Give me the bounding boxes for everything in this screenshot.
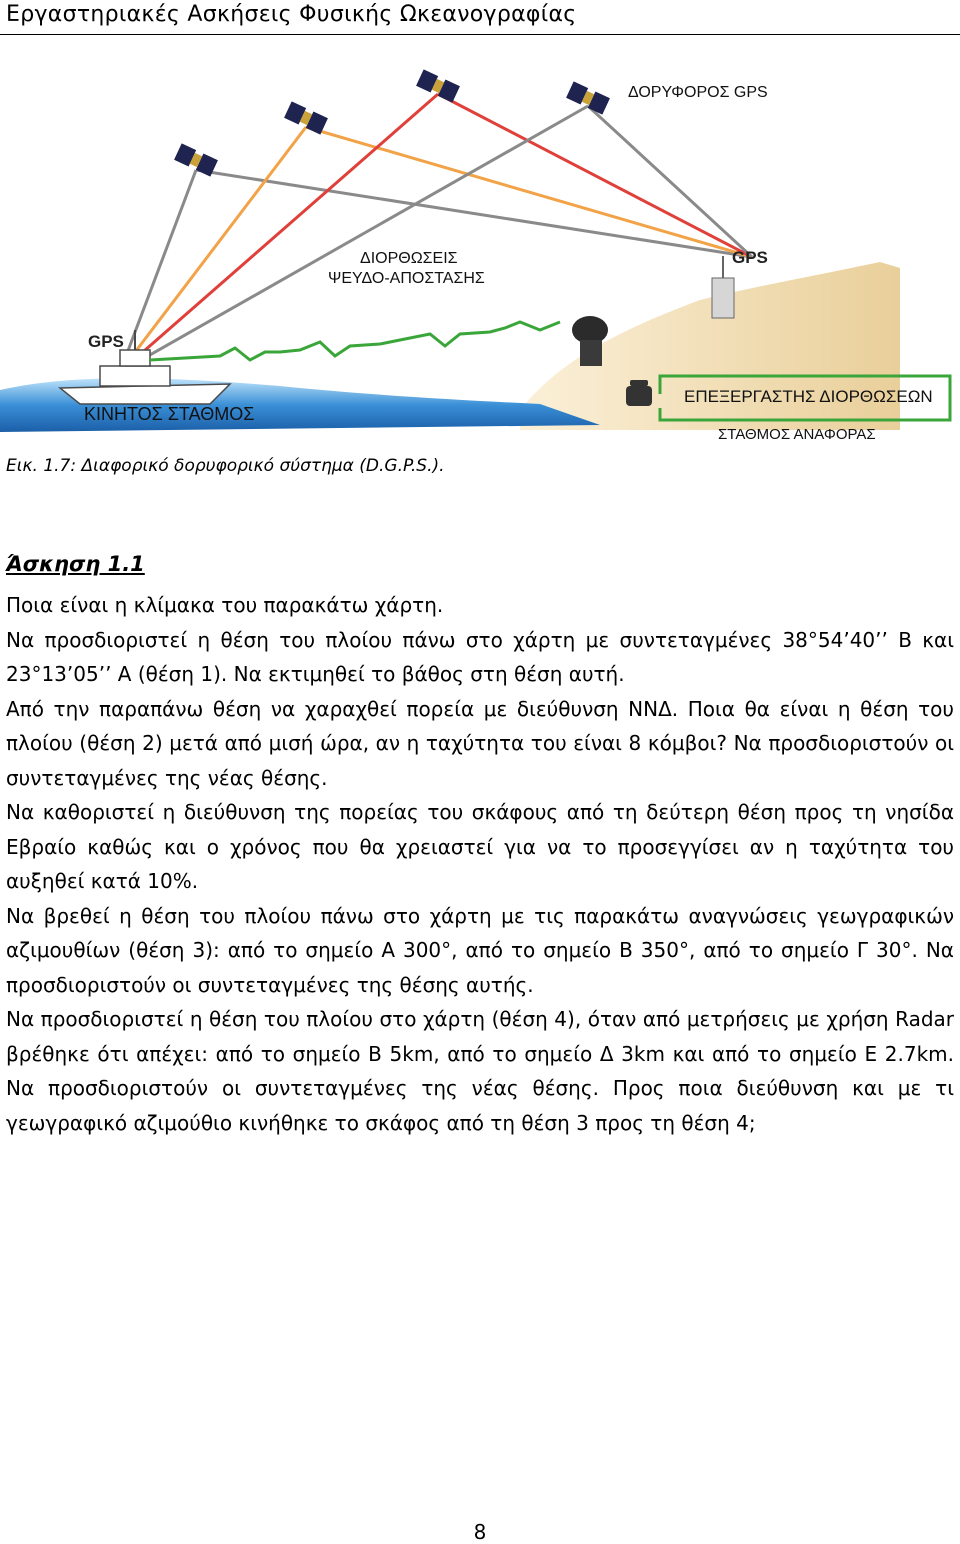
label-corrections-1: ΔΙΟΡΘΩΣΕΙΣ [360, 250, 458, 267]
label-corrections-2: ΨΕΥΔΟ-ΑΠΟΣΤΑΣΗΣ [328, 270, 485, 287]
satellite-icon [284, 101, 328, 134]
header-divider [0, 34, 960, 35]
exercise-paragraph: Ποια είναι η κλίμακα του παρακάτω χάρτη. [6, 593, 444, 617]
gps-tower-tag: GPS [732, 248, 768, 267]
satellite-icon [566, 81, 610, 114]
correction-link [150, 322, 560, 360]
label-mobile-station: ΚΙΝΗΤΟΣ ΣΤΑΘΜΟΣ [84, 404, 255, 424]
exercise-paragraph: Να καθοριστεί η διεύθυνση της πορείας του σκάφους από τη δεύτερη θέση προς τη νησίδα Εβραίο καθώς και ο χρόνος που θα χρειαστεί για να το προσεγγίσει αν η ταχύτητα του αυξηθεί κατά 10%. [6, 800, 954, 893]
running-header: Εργαστηριακές Ασκήσεις Φυσικής Ωκεανογραφίας [6, 2, 577, 27]
label-reference-station: ΣΤΑΘΜΟΣ ΑΝΑΦΟΡΑΣ [718, 426, 876, 443]
label-gps-satellite: ΔΟΡΥΦΟΡΟΣ GPS [628, 84, 768, 101]
satellite-icon [416, 69, 460, 102]
exercise-title: Άσκηση 1.1 [6, 552, 145, 576]
exercise-paragraph: Να βρεθεί η θέση του πλοίου πάνω στο χάρτη με τις παρακάτω αναγνώσεις γεωγραφικών αζιμουθίων (θέση 3): από το σημείο Α 300°, από το σημείο Β 350°, από το σημείο Γ 30°. Να προσδιοριστούν οι συντεταγμένες της θέσης αυτής. [6, 903, 954, 997]
dgps-figure [0, 40, 960, 460]
label-correction-processor: ΕΠΕΞΕΡΓΑΣΤΗΣ ΔΙΟΡΘΩΣΕΩΝ [684, 387, 933, 406]
exercise-paragraph: Να προσδιοριστεί η θέση του πλοίου στο χάρτη (θέση 4), όταν από μετρήσεις με χρήση Radar βρέθηκε ότι απέχει: από το σημείο Β 5km, από το σημείο Δ 3km και από το σημείο Ε 2.7km. Να προσδιοριστούν οι συντεταγμένες της νέας θέσης. Προς ποια διεύθυνση και με τι γεωγραφικό αζιμούθιο κινήθηκε το σκάφος από τη θέση 3 προς τη θέση 4; [6, 1007, 954, 1135]
gps-ship-tag: GPS [88, 332, 124, 351]
exercise-paragraph: Από την παραπάνω θέση να χαραχθεί πορεία με διεύθυνση ΝΝΔ. Ποια θα είναι η θέση του πλοίου (θέση 2) μετά από μισή ώρα, αν η ταχύτητα του είναι 8 κόμβοι? Να προσδιοριστούν οι συντεταγμένες της νέας θέσης. [6, 696, 954, 790]
page-number: 8 [473, 1520, 487, 1544]
exercise-body [6, 588, 954, 1140]
exercise-paragraph: Να προσδιοριστεί η θέση του πλοίου πάνω στο χάρτη με συντεταγμένες 38°54’40’’ Β και 23°13’05’’ Α (θέση 1). Να εκτιμηθεί το βάθος στη θέση αυτή. [6, 627, 954, 686]
figure-caption: Εικ. 1.7: Διαφορικό δορυφορικό σύστημα (D.G.P.S.). [6, 456, 445, 476]
antenna-tower-icon [712, 256, 734, 318]
